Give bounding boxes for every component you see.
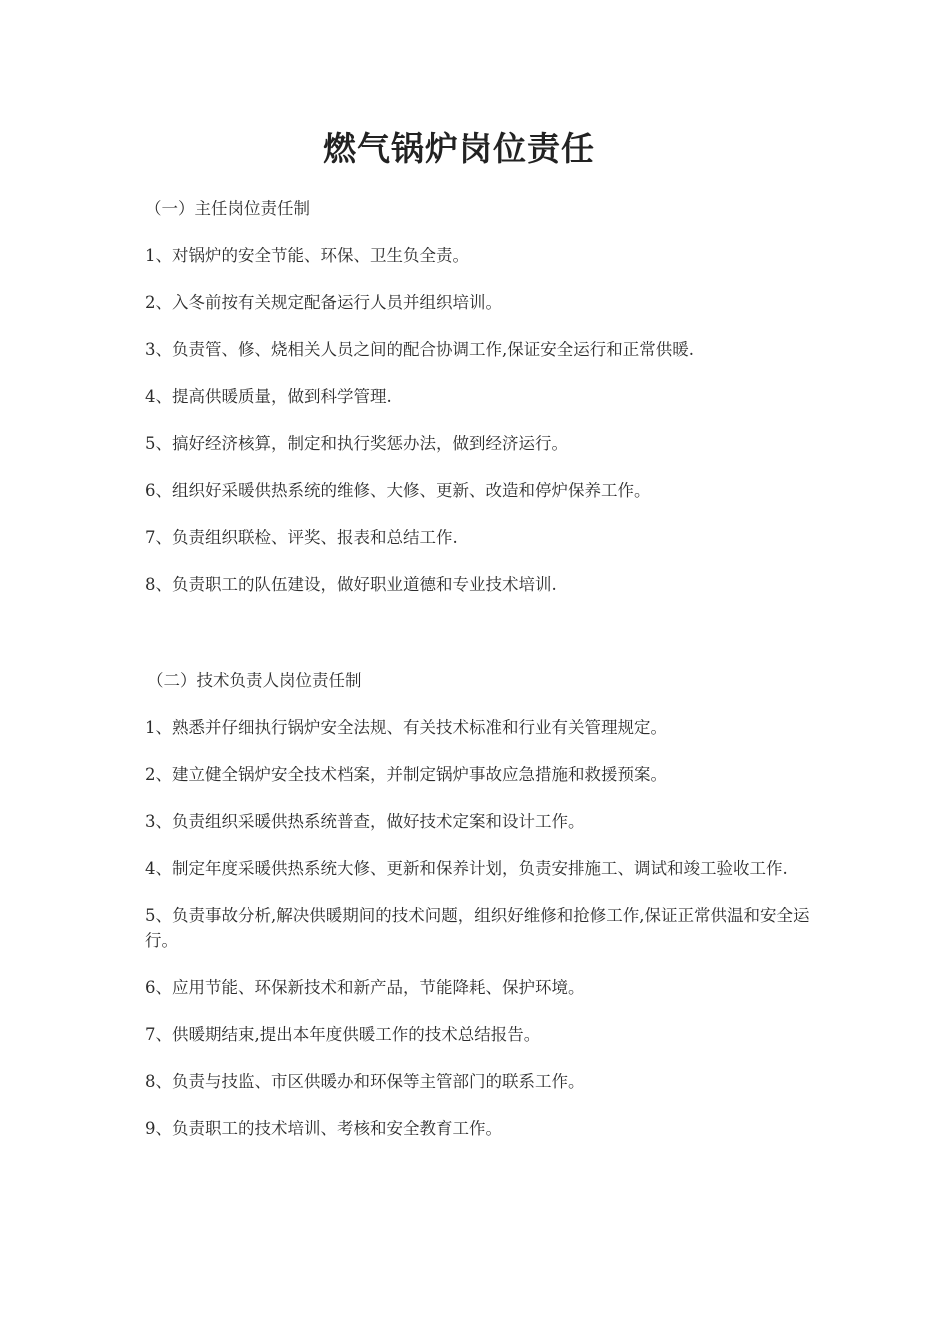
list-item: 5、搞好经济核算，制定和执行奖惩办法，做到经济运行。 — [145, 434, 568, 453]
list-item: 5、负责事故分析,解决供暖期间的技术问题，组织好维修和抢修工作,保证正常供温和安全运行。 — [145, 906, 810, 950]
section-director-responsibilities — [145, 196, 810, 619]
list-item: 3、负责管、修、烧相关人员之间的配合协调工作,保证安全运行和正常供暖. — [145, 340, 694, 359]
list-item: 1、熟悉并仔细执行锅炉安全法规、有关技术标准和行业有关管理规定。 — [145, 718, 667, 737]
list-item: 7、供暖期结束,提出本年度供暖工作的技术总结报告。 — [145, 1025, 541, 1044]
list-item: 1、对锅炉的安全节能、环保、卫生负全责。 — [145, 246, 469, 265]
list-item: 8、负责职工的队伍建设，做好职业道德和专业技术培训. — [145, 575, 557, 594]
list-item: 3、负责组织采暖供热系统普查，做好技术定案和设计工作。 — [145, 812, 585, 831]
list-item: 2、建立健全锅炉安全技术档案，并制定锅炉事故应急措施和救援预案。 — [145, 765, 667, 784]
section-technical-lead-responsibilities — [145, 668, 810, 1163]
list-item: 6、组织好采暖供热系统的维修、大修、更新、改造和停炉保养工作。 — [145, 481, 651, 500]
section-heading: （一）主任岗位责任制 — [145, 199, 310, 218]
list-item: 9、负责职工的技术培训、考核和安全教育工作。 — [145, 1119, 502, 1138]
section-heading: （二）技术负责人岗位责任制 — [147, 671, 362, 690]
list-item: 8、负责与技监、市区供暖办和环保等主管部门的联系工作。 — [145, 1072, 585, 1091]
list-item: 2、入冬前按有关规定配备运行人员并组织培训。 — [145, 293, 502, 312]
list-item: 7、负责组织联检、评奖、报表和总结工作. — [145, 528, 458, 547]
list-item: 6、应用节能、环保新技术和新产品，节能降耗、保护环境。 — [145, 978, 585, 997]
list-item: 4、提高供暖质量，做到科学管理. — [145, 387, 392, 406]
document-title: 燃气锅炉岗位责任 — [323, 129, 595, 168]
list-item: 4、制定年度采暖供热系统大修、更新和保养计划，负责安排施工、调试和竣工验收工作. — [145, 859, 788, 878]
